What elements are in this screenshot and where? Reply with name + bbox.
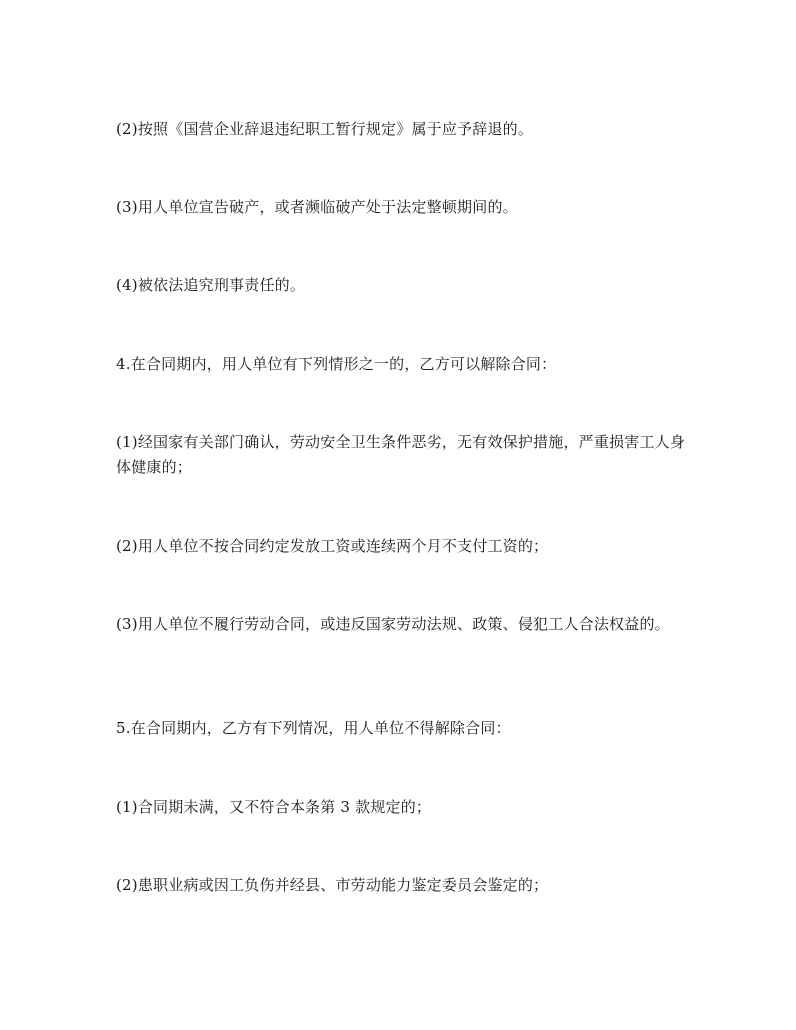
paragraph-contract-breach: (3)用人单位不履行劳动合同，或违反国家劳动法规、政策、侵犯工人合法权益的。 — [116, 615, 670, 633]
paragraph-bankruptcy: (3)用人单位宣告破产，或者濒临破产处于法定整顿期间的。 — [116, 198, 518, 216]
paragraph-unsafe-conditions: (1)经国家有关部门确认，劳动安全卫生条件恶劣，无有效保护措施，严重损害工人身体健康的； — [116, 433, 686, 476]
section-heading-4: 4.在合同期内，用人单位有下列情形之一的，乙方可以解除合同： — [116, 355, 557, 373]
paragraph-dismissal-rule: (2)按照《国营企业辞退违纪职工暂行规定》属于应予辞退的。 — [116, 120, 534, 138]
section-heading-5: 5.在合同期内，乙方有下列情况，用人单位不得解除合同： — [116, 719, 511, 737]
paragraph-contract-unexpired: (1)合同期未满，又不符合本条第 3 款规定的； — [116, 798, 432, 816]
paragraph-occupational-disease: (2)患职业病或因工负伤并经县、市劳动能力鉴定委员会鉴定的； — [116, 876, 549, 894]
paragraph-criminal-liability: (4)被依法追究刑事责任的。 — [116, 276, 306, 294]
paragraph-unpaid-wages: (2)用人单位不按合同约定发放工资或连续两个月不支付工资的； — [116, 537, 549, 555]
